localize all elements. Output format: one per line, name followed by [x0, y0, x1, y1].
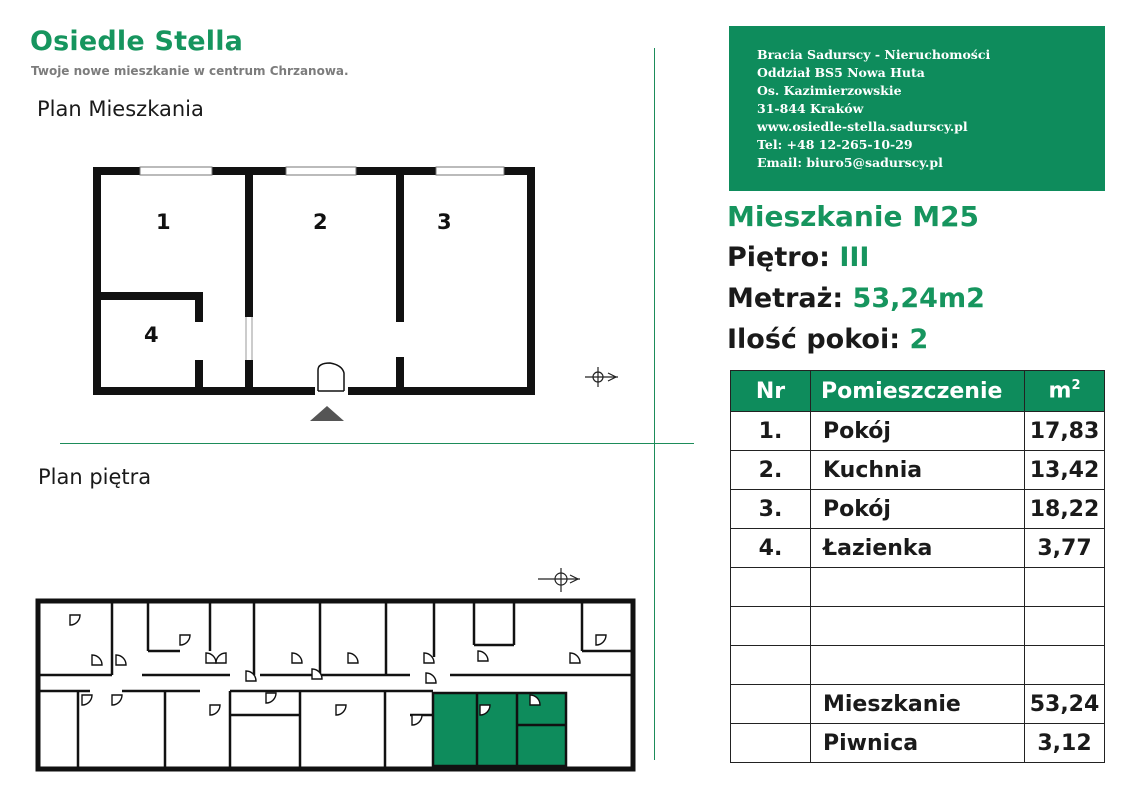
row-area: 13,42	[1025, 451, 1105, 490]
table-row-basement	[731, 724, 1105, 763]
row-area	[1025, 607, 1105, 646]
contact-postcode: 31-844 Kraków	[757, 101, 864, 116]
row-area: 18,22	[1025, 490, 1105, 529]
row-nr: 4.	[731, 529, 811, 568]
apartment-plan-title: Plan Mieszkania	[37, 97, 204, 121]
rooms-info	[727, 324, 928, 355]
row-name: Pokój	[811, 412, 1025, 451]
floor-plan-title: Plan piętra	[38, 465, 152, 489]
header-nr: Nr	[731, 371, 811, 412]
rooms-table	[730, 370, 1105, 763]
header-area: $m^2$	[1025, 371, 1105, 412]
row-area: 3,12	[1025, 724, 1105, 763]
area-value: 53,24m2	[852, 283, 985, 314]
table-header-row	[731, 371, 1105, 412]
row-nr	[731, 685, 811, 724]
row-name: Łazienka	[811, 529, 1025, 568]
entrance-arrow-icon	[310, 406, 344, 421]
row-name: Pokój	[811, 490, 1025, 529]
plan-wall	[195, 292, 203, 322]
plan-window	[436, 167, 504, 175]
plan-wall	[348, 387, 535, 395]
table-row	[731, 529, 1105, 568]
row-name	[811, 646, 1025, 685]
brand-title: Osiedle Stella	[30, 26, 244, 57]
plan-window	[286, 167, 356, 175]
rooms-label: Ilość pokoi:	[727, 324, 901, 355]
rooms-value: 2	[909, 324, 929, 355]
row-name: Mieszkanie	[811, 685, 1025, 724]
highlighted-apartment	[433, 693, 566, 766]
contact-box	[729, 26, 1105, 191]
row-nr	[731, 646, 811, 685]
plan-wall	[195, 360, 203, 395]
row-nr	[731, 607, 811, 646]
apartment-plan	[80, 155, 640, 430]
plan-wall	[245, 360, 253, 395]
area-info	[727, 283, 985, 314]
apartment-title: Mieszkanie M25	[727, 200, 980, 233]
row-nr	[731, 724, 811, 763]
plan-wall	[396, 167, 404, 322]
table-row	[731, 412, 1105, 451]
floor-value: III	[839, 242, 870, 273]
row-name: Kuchnia	[811, 451, 1025, 490]
plan-wall	[245, 167, 253, 317]
vertical-divider	[654, 48, 655, 760]
plan-wall	[527, 167, 535, 395]
table-row	[731, 646, 1105, 685]
plan-wall	[93, 167, 101, 395]
row-nr: 1.	[731, 412, 811, 451]
entrance-door	[318, 363, 344, 391]
room-label-4: 4	[144, 323, 159, 347]
row-name: Piwnica	[811, 724, 1025, 763]
compass-icon	[585, 367, 618, 387]
header-room: Pomieszczenie	[811, 371, 1025, 412]
floor-label: Piętro:	[727, 242, 830, 273]
plan-wall	[396, 357, 404, 395]
table-row	[731, 568, 1105, 607]
row-name	[811, 568, 1025, 607]
row-area	[1025, 568, 1105, 607]
area-label: Metraż:	[727, 283, 844, 314]
brand-tagline: Twoje nowe mieszkanie w centrum Chrzanowa.	[31, 64, 349, 78]
plan-wall	[93, 292, 203, 300]
room-label-3: 3	[437, 210, 452, 234]
row-area: 3,77	[1025, 529, 1105, 568]
table-row	[731, 490, 1105, 529]
row-name	[811, 607, 1025, 646]
row-area	[1025, 646, 1105, 685]
floor-info	[727, 242, 869, 273]
horizontal-divider	[60, 443, 694, 444]
contact-website-link[interactable]: www.osiedle-stella.sadurscy.pl	[757, 119, 968, 134]
floor-compass-icon	[538, 568, 580, 592]
table-row	[731, 607, 1105, 646]
room-label-1: 1	[156, 210, 171, 234]
table-row-total	[731, 685, 1105, 724]
room-label-2: 2	[313, 210, 328, 234]
row-nr: 3.	[731, 490, 811, 529]
contact-email-link[interactable]: Email: biuro5@sadurscy.pl	[757, 155, 943, 170]
table-row	[731, 451, 1105, 490]
plan-wall	[93, 387, 315, 395]
row-area: 53,24	[1025, 685, 1105, 724]
contact-estate: Os. Kazimierzowskie	[757, 83, 902, 98]
floor-plan	[30, 565, 645, 775]
row-area: 17,83	[1025, 412, 1105, 451]
contact-company: Bracia Sadurscy - Nieruchomości	[757, 47, 991, 62]
row-nr: 2.	[731, 451, 811, 490]
row-nr	[731, 568, 811, 607]
contact-phone[interactable]: Tel: +48 12-265-10-29	[757, 137, 913, 152]
contact-branch: Oddział BS5 Nowa Huta	[757, 65, 925, 80]
plan-window	[140, 167, 212, 175]
